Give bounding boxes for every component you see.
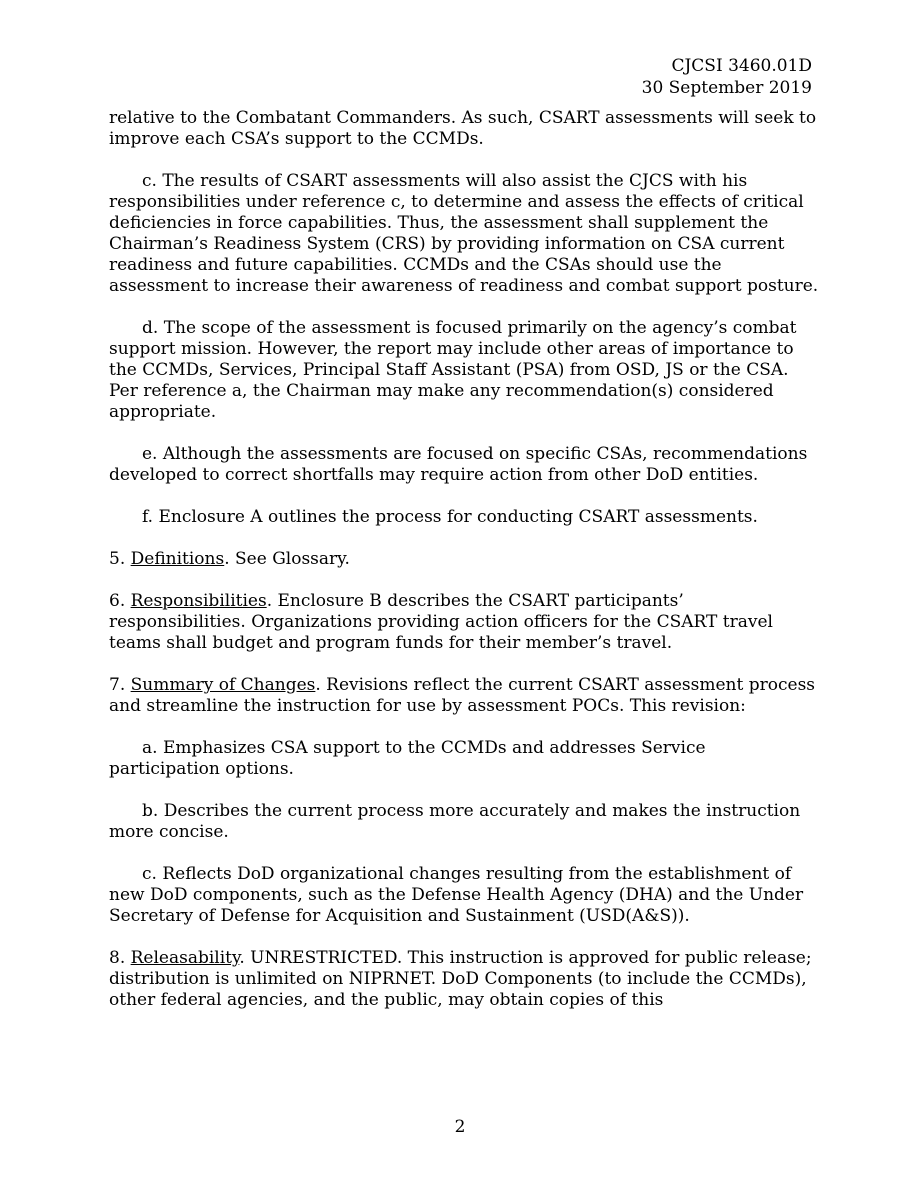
section-5-definitions: [109, 549, 819, 570]
section-number: 5.: [109, 549, 131, 569]
change-item-a: a. Emphasizes CSA support to the CCMDs and addresses Service participation options.: [109, 738, 706, 779]
section-text: . Enclosure B describes the CSART participants’ responsibilities. Organizations providing action officers for the CSART travel teams shall budget and program funds for their member’s travel.: [109, 591, 773, 653]
section-text: . UNRESTRICTED. This instruction is approved for public release; distribution is unlimited on NIPRNET. DoD Components (to include the CCMDs), other federal agencies, and the public, may obtain copies of this: [109, 948, 812, 1010]
paragraph-c: c. The results of CSART assessments will also assist the CJCS with his responsibilities under reference c, to determine and assess the effects of critical deficiencies in force capabilities. Thus, the assessment shall supplement the Chairman’s Readiness System (CRS) by providing information on CSA current readiness and future capabilities. CCMDs and the CSAs should use the assessment to increase their awareness of readiness and combat support posture.: [109, 171, 819, 296]
section-7-summary-of-changes: [109, 675, 819, 717]
section-title: Releasability: [130, 948, 240, 968]
paragraph-f: f. Enclosure A outlines the process for conducting CSART assessments.: [142, 507, 758, 527]
section-8-releasability: [109, 948, 819, 1011]
page-number: 2: [454, 1117, 466, 1137]
paragraph-e: e. Although the assessments are focused on specific CSAs, recommendations developed to correct shortfalls may require action from other DoD entities.: [109, 444, 808, 485]
document-header: [642, 55, 812, 99]
section-number: 8.: [109, 948, 131, 968]
section-title: Responsibilities: [130, 591, 267, 611]
change-item-c: c. Reflects DoD organizational changes resulting from the establishment of new DoD components, such as the Defense Health Agency (DHA) and the Under Secretary of Defense for Acquisition and Sustainment (USD(A&S)).: [109, 864, 804, 926]
section-text: . Revisions reflect the current CSART assessment process and streamline the instruction for use by assessment POCs. This revision:: [109, 675, 816, 716]
document-date: 30 September 2019: [641, 78, 812, 98]
document-body: [109, 108, 819, 1032]
document-id: CJCSI 3460.01D: [671, 56, 812, 76]
section-number: 6.: [109, 591, 131, 611]
section-text: . See Glossary.: [224, 549, 350, 569]
section-title: Definitions: [130, 549, 225, 569]
paragraph-d: d. The scope of the assessment is focused primarily on the agency’s combat support mission. However, the report may include other areas of importance to the CCMDs, Services, Principal Staff Assistant (PSA) from OSD, JS or the CSA. Per reference a, the Chairman may make any recommendation(s) considered appropriate.: [109, 318, 797, 422]
paragraph-continuation: relative to the Combatant Commanders. As such, CSART assessments will seek to improve each CSA’s support to the CCMDs.: [109, 108, 817, 149]
section-title: Summary of Changes: [130, 675, 316, 695]
section-number: 7.: [109, 675, 131, 695]
change-item-b: b. Describes the current process more accurately and makes the instruction more concise.: [109, 801, 801, 842]
section-6-responsibilities: [109, 591, 819, 654]
